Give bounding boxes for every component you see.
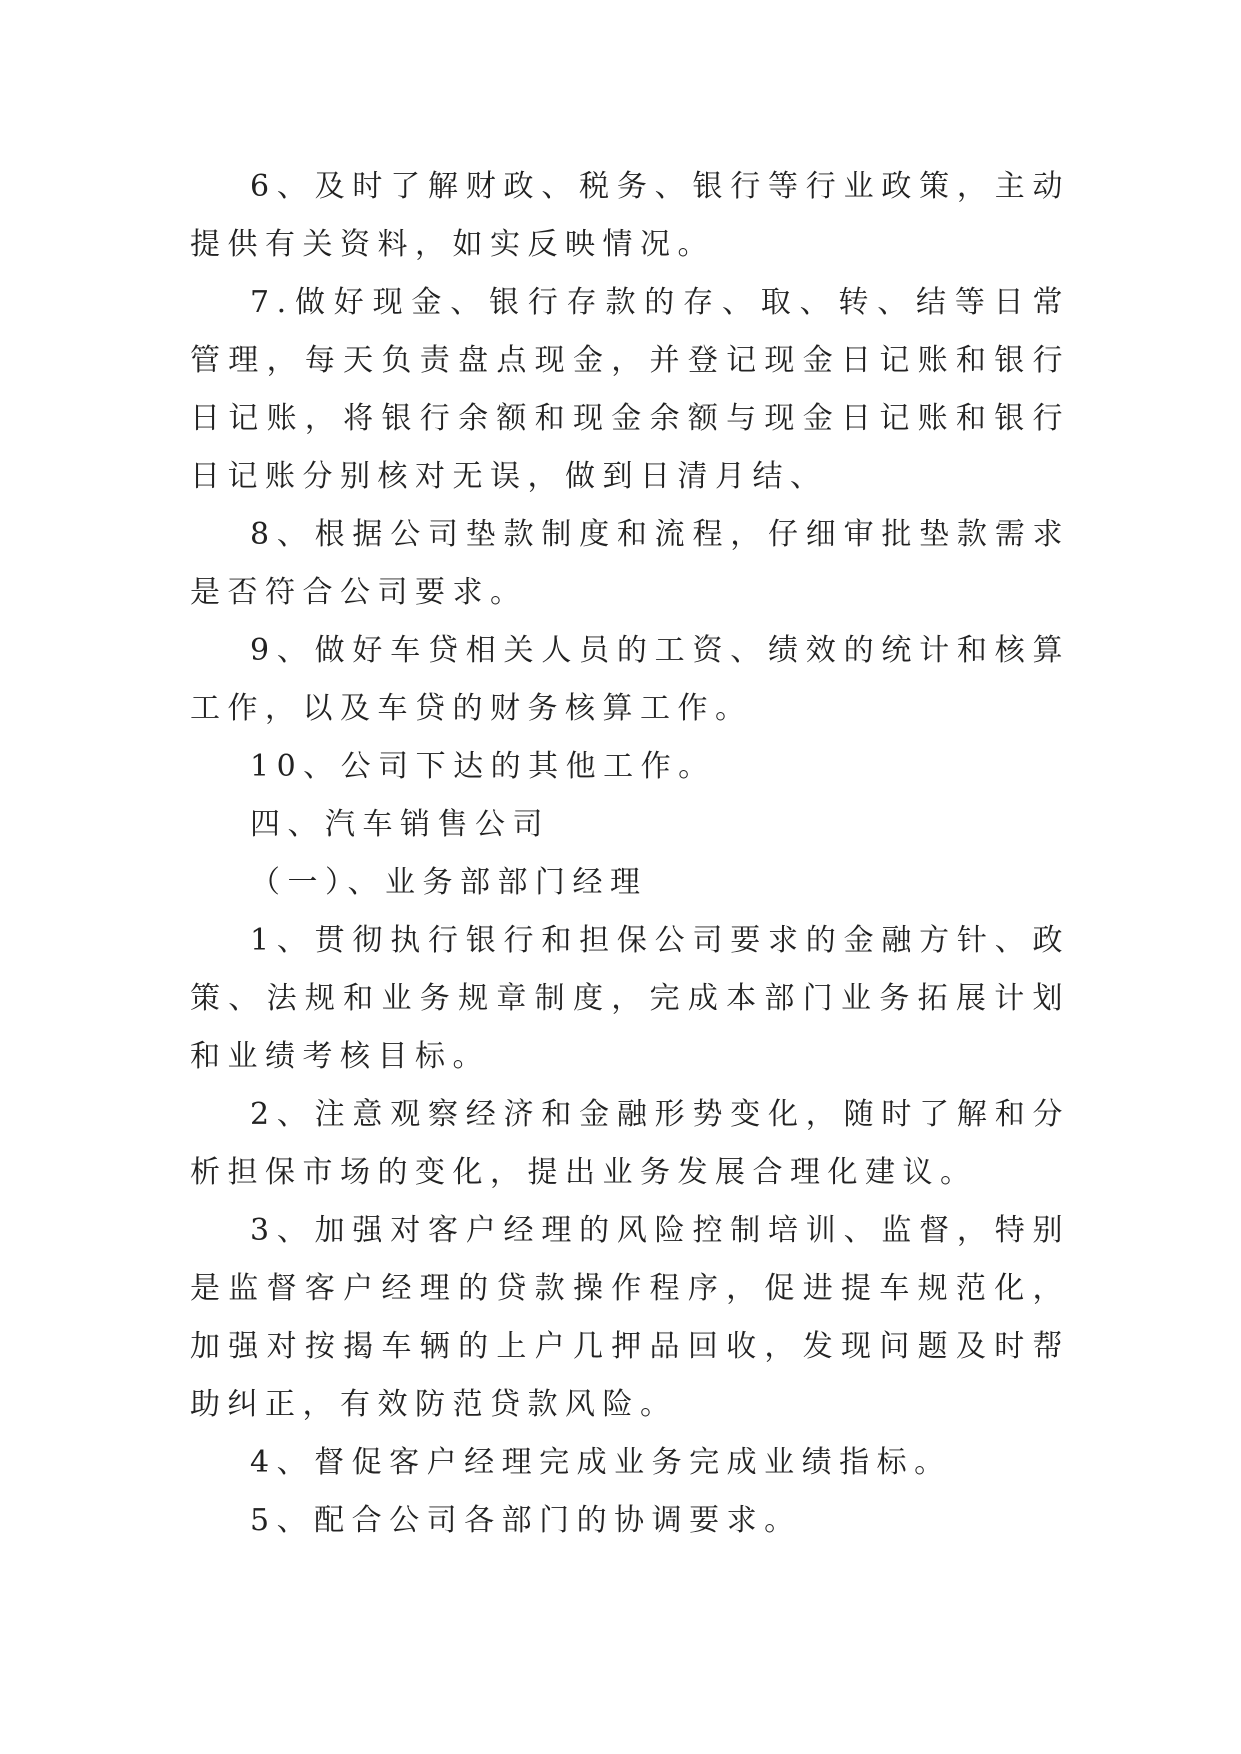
paragraph-item-10: 10、公司下达的其他工作。 — [250, 749, 716, 784]
paragraph-item-1: 1、贯彻执行银行和担保公司要求的金融方针、政策、法规和业务规章制度，完成本部门业务拓展计划和业绩考核目标。 — [190, 923, 1070, 1074]
paragraph-item-4: 4、督促客户经理完成业务完成业绩指标。 — [250, 1445, 952, 1480]
section-heading: 四、汽车销售公司 — [250, 807, 550, 842]
paragraph-item-5: 5、配合公司各部门的协调要求。 — [250, 1503, 802, 1538]
paragraph-item-7: 7.做好现金、银行存款的存、取、转、结等日常管理，每天负责盘点现金，并登记现金日记账和银行日记账，将银行余额和现金余额与现金日记账和银行日记账分别核对无误，做到日清月结、 — [190, 285, 1070, 494]
paragraph-item-2: 2、注意观察经济和金融形势变化，随时了解和分析担保市场的变化，提出业务发展合理化建议。 — [190, 1097, 1070, 1190]
paragraph-item-8: 8、根据公司垫款制度和流程，仔细审批垫款需求是否符合公司要求。 — [190, 517, 1070, 610]
paragraph-item-3: 3、加强对客户经理的风险控制培训、监督，特别是监督客户经理的贷款操作程序，促进提车规范化，加强对按揭车辆的上户几押品回收，发现问题及时帮助纠正，有效防范贷款风险。 — [190, 1213, 1070, 1422]
paragraph-item-9: 9、做好车贷相关人员的工资、绩效的统计和核算工作，以及车贷的财务核算工作。 — [190, 633, 1070, 726]
document-body — [190, 158, 1070, 1550]
paragraph-item-6: 6、及时了解财政、税务、银行等行业政策，主动提供有关资料，如实反映情况。 — [190, 169, 1070, 262]
subsection-heading: （一）、业务部部门经理 — [250, 865, 648, 900]
